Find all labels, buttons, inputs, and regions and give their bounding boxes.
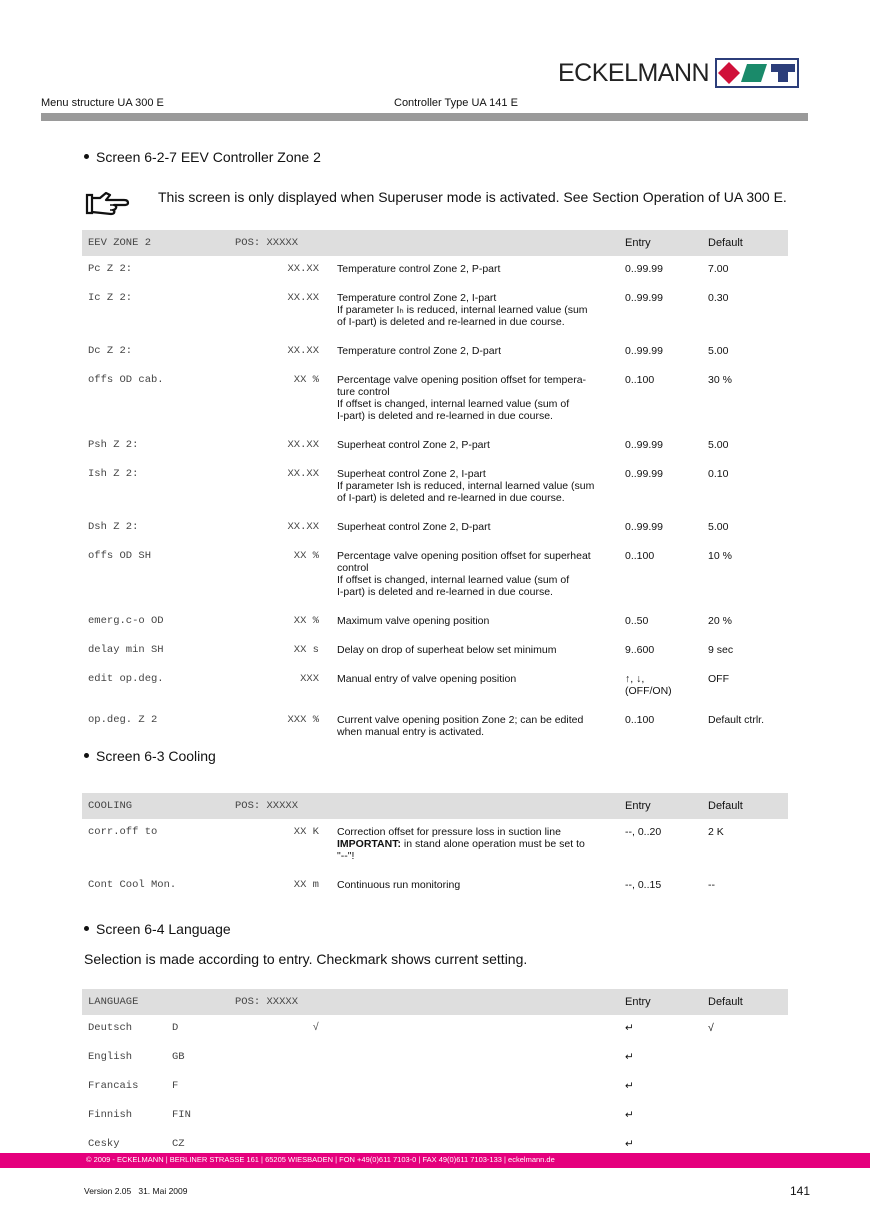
checkmark-icon <box>235 1073 329 1102</box>
param-default: 30 % <box>708 374 732 386</box>
language-name: English <box>88 1051 133 1063</box>
language-name: Francais <box>88 1080 139 1092</box>
param-default: 7.00 <box>708 263 729 275</box>
param-value: XX.XX <box>287 292 319 304</box>
table-header-row <box>82 793 788 819</box>
description-line: If offset is changed, internal learned value (sum of <box>337 398 570 410</box>
default-checkmark-icon <box>702 1044 788 1073</box>
description-line: Manual entry of valve opening position <box>337 673 517 685</box>
section-title-text: Screen 6-3 Cooling <box>96 748 216 764</box>
table-row <box>82 256 788 285</box>
param-name: Ish Z 2: <box>88 468 139 480</box>
param-default: 5.00 <box>708 521 729 533</box>
param-default: Default ctrlr. <box>708 714 765 726</box>
section-title-eev <box>84 149 321 165</box>
header-divider <box>41 113 808 121</box>
table-row <box>82 514 788 543</box>
table-row <box>82 666 788 707</box>
description-line: Temperature control Zone 2, D-part <box>337 345 501 357</box>
language-code: D <box>172 1022 179 1034</box>
param-entry: 0..99.99 <box>625 292 663 304</box>
table-row <box>82 1073 788 1102</box>
description-line: Percentage valve opening position offset for tempera- <box>337 374 587 386</box>
language-table <box>82 989 788 1160</box>
param-description <box>329 285 619 338</box>
pointing-hand-icon <box>84 190 130 216</box>
table-row <box>82 461 788 514</box>
param-description <box>329 666 619 707</box>
param-description <box>329 461 619 514</box>
param-entry: 0..99.99 <box>625 468 663 480</box>
param-entry: 0..99.99 <box>625 521 663 533</box>
description-line: ture control <box>337 386 390 398</box>
param-entry: 0..99.99 <box>625 345 663 357</box>
param-name: edit op.deg. <box>88 673 164 685</box>
entry-header: Entry <box>619 989 702 1015</box>
param-default: 20 % <box>708 615 732 627</box>
enter-key-icon: ↵ <box>625 1080 634 1092</box>
eev-zone2-table <box>82 230 788 748</box>
param-entry: --, 0..15 <box>625 879 662 891</box>
section-title-text: Screen 6-4 Language <box>96 921 231 937</box>
param-value: XXX <box>300 673 319 685</box>
param-description <box>329 367 619 432</box>
param-description <box>329 819 619 872</box>
description-line: Superheat control Zone 2, I-part <box>337 468 486 480</box>
param-name: emerg.c-o OD <box>88 615 164 627</box>
param-entry: 0..100 <box>625 550 655 562</box>
description-line: of I-part) is deleted and re-learned in due course. <box>337 316 565 328</box>
description-line <box>337 838 619 850</box>
param-description <box>329 432 619 461</box>
description-line: If offset is changed, internal learned value (sum of <box>337 574 570 586</box>
param-value: XX.XX <box>287 468 319 480</box>
param-value: XX.XX <box>287 439 319 451</box>
section-title-language <box>84 921 231 937</box>
param-description <box>329 1073 619 1102</box>
table-row <box>82 367 788 432</box>
table-header-row <box>82 230 788 256</box>
enter-key-icon: ↵ <box>625 1022 634 1034</box>
description-header <box>329 989 619 1015</box>
description-header <box>329 793 619 819</box>
param-description <box>329 637 619 666</box>
param-default: 9 sec <box>708 644 734 656</box>
language-intro: Selection is made according to entry. Checkmark shows current setting. <box>84 951 528 967</box>
table-row <box>82 608 788 637</box>
screen-name-header: EEV ZONE 2 <box>82 230 235 256</box>
param-description <box>329 514 619 543</box>
default-checkmark-icon <box>702 1102 788 1131</box>
pos-header: POS: XXXXX <box>235 230 329 256</box>
param-description <box>329 1015 619 1044</box>
default-header: Default <box>702 793 788 819</box>
param-description <box>329 608 619 637</box>
language-code: F <box>172 1080 179 1092</box>
param-default: 5.00 <box>708 345 729 357</box>
bullet-icon <box>84 154 89 159</box>
param-value: XX K <box>293 826 319 838</box>
param-entry: 0..100 <box>625 714 655 726</box>
param-value: XX.XX <box>287 521 319 533</box>
param-name: Pc Z 2: <box>88 263 133 275</box>
header-left-title: Menu structure UA 300 E <box>41 97 164 109</box>
param-name: corr.off to <box>88 826 158 838</box>
param-default: -- <box>708 879 715 891</box>
footer-contact: © 2009 - ECKELMANN | BERLINER STRASSE 161 | 65205 WIESBADEN | FON +49(0)611 7103-0 | FAX 49(0)611 7103-133 | eckelmann.de <box>86 1155 555 1164</box>
param-value: XX m <box>293 879 319 891</box>
table-row <box>82 1102 788 1131</box>
table-row <box>82 637 788 666</box>
screen-name-header: LANGUAGE <box>82 989 235 1015</box>
table-row <box>82 285 788 338</box>
param-entry: 0..50 <box>625 615 649 627</box>
param-name: offs OD SH <box>88 550 152 562</box>
description-line: when manual entry is activated. <box>337 726 485 738</box>
param-description <box>329 707 619 748</box>
entry-header: Entry <box>619 230 702 256</box>
param-name: Ic Z 2: <box>88 292 133 304</box>
description-line: I-part) is deleted and re-learned in due course. <box>337 410 553 422</box>
language-name: Finnish <box>88 1109 133 1121</box>
header-center-title: Controller Type UA 141 E <box>394 97 518 109</box>
param-value: XX.XX <box>287 345 319 357</box>
description-line: Maximum valve opening position <box>337 615 490 627</box>
default-header: Default <box>702 230 788 256</box>
description-line: "--"! <box>337 850 355 862</box>
default-checkmark-icon <box>702 1073 788 1102</box>
language-name: Deutsch <box>88 1022 133 1034</box>
bullet-icon <box>84 926 89 931</box>
param-value: XX s <box>293 644 319 656</box>
table-header-row <box>82 989 788 1015</box>
param-name: Cont Cool Mon. <box>88 879 177 891</box>
language-code: GB <box>172 1051 185 1063</box>
eckelmann-logo <box>558 58 799 88</box>
description-line: If parameter Iₕ is reduced, internal learned value (sum <box>337 304 588 316</box>
superuser-note: This screen is only displayed when Superuser mode is activated. See Section Operation of UA 300 E. <box>158 189 787 205</box>
enter-key-icon: ↵ <box>625 1109 634 1121</box>
language-option[interactable] <box>82 1015 235 1044</box>
table-row <box>82 543 788 608</box>
description-line: Percentage valve opening position offset for superheat <box>337 550 591 562</box>
table-row <box>82 819 788 872</box>
param-name: Psh Z 2: <box>88 439 139 451</box>
param-value: XX % <box>293 615 319 627</box>
checkmark-icon <box>235 1044 329 1073</box>
param-entry: 0..99.99 <box>625 439 663 451</box>
param-name: Dsh Z 2: <box>88 521 139 533</box>
param-default: 0.10 <box>708 468 729 480</box>
param-entry: 0..99.99 <box>625 263 663 275</box>
cooling-table <box>82 793 788 901</box>
param-default: 0.30 <box>708 292 729 304</box>
param-description <box>329 338 619 367</box>
language-option[interactable] <box>82 1044 235 1073</box>
table-row <box>82 1044 788 1073</box>
table-row <box>82 872 788 901</box>
param-name: delay min SH <box>88 644 164 656</box>
table-row <box>82 1015 788 1044</box>
param-value: XXX % <box>287 714 319 726</box>
checkmark-icon: √ <box>312 1022 319 1034</box>
page-number: 141 <box>790 1184 811 1198</box>
enter-key-icon: ↵ <box>625 1051 634 1063</box>
entry-header: Entry <box>619 793 702 819</box>
description-line: control <box>337 562 369 574</box>
param-description <box>329 1102 619 1131</box>
param-default: 5.00 <box>708 439 729 451</box>
description-line: Current valve opening position Zone 2; can be edited <box>337 714 584 726</box>
section-title-text: Screen 6-2-7 EEV Controller Zone 2 <box>96 149 321 165</box>
section-title-cooling <box>84 748 216 764</box>
param-entry: 0..100 <box>625 374 655 386</box>
param-entry: --, 0..20 <box>625 826 662 838</box>
pos-header: POS: XXXXX <box>235 793 329 819</box>
language-option[interactable] <box>82 1073 235 1102</box>
description-line: Delay on drop of superheat below set minimum <box>337 644 557 656</box>
description-line: Temperature control Zone 2, P-part <box>337 263 501 275</box>
param-name: Dc Z 2: <box>88 345 133 357</box>
description-line: I-part) is deleted and re-learned in due course. <box>337 586 553 598</box>
param-default: 10 % <box>708 550 732 562</box>
description-line: Correction offset for pressure loss in suction line <box>337 826 561 838</box>
table-row <box>82 432 788 461</box>
checkmark-icon <box>235 1102 329 1131</box>
param-name: offs OD cab. <box>88 374 164 386</box>
param-name: op.deg. Z 2 <box>88 714 158 726</box>
pos-header: POS: XXXXX <box>235 989 329 1015</box>
language-option[interactable] <box>82 1102 235 1131</box>
table-row <box>82 338 788 367</box>
important-label: IMPORTANT: <box>337 838 401 850</box>
param-description: Continuous run monitoring <box>337 879 461 891</box>
param-entry: 9..600 <box>625 644 655 656</box>
default-checkmark-icon: √ <box>708 1022 714 1034</box>
param-description <box>329 1044 619 1073</box>
default-header: Default <box>702 989 788 1015</box>
param-default: OFF <box>708 673 729 685</box>
param-default: 2 K <box>708 826 724 838</box>
description-line: If parameter Ish is reduced, internal learned value (sum <box>337 480 595 492</box>
language-code: CZ <box>172 1138 185 1150</box>
param-description <box>329 543 619 608</box>
param-value: XX % <box>293 550 319 562</box>
logo-mark-icon <box>715 58 799 88</box>
param-entry: ↑, ↓, (OFF/ON) <box>625 673 672 697</box>
bullet-icon <box>84 753 89 758</box>
description-line: Superheat control Zone 2, D-part <box>337 521 491 533</box>
param-value: XX % <box>293 374 319 386</box>
param-description <box>329 256 619 285</box>
language-name: Cesky <box>88 1138 120 1150</box>
important-text: in stand alone operation must be set to <box>400 838 585 850</box>
description-line: of I-part) is deleted and re-learned in due course. <box>337 492 565 504</box>
description-line: Temperature control Zone 2, I-part <box>337 292 497 304</box>
table-row <box>82 707 788 748</box>
param-value: XX.XX <box>287 263 319 275</box>
description-header <box>329 230 619 256</box>
language-code: FIN <box>172 1109 191 1121</box>
version-info: Version 2.05 31. Mai 2009 <box>84 1186 188 1196</box>
screen-name-header: COOLING <box>82 793 235 819</box>
enter-key-icon: ↵ <box>625 1138 634 1150</box>
logo-text: ECKELMANN <box>558 58 710 87</box>
description-line: Superheat control Zone 2, P-part <box>337 439 490 451</box>
